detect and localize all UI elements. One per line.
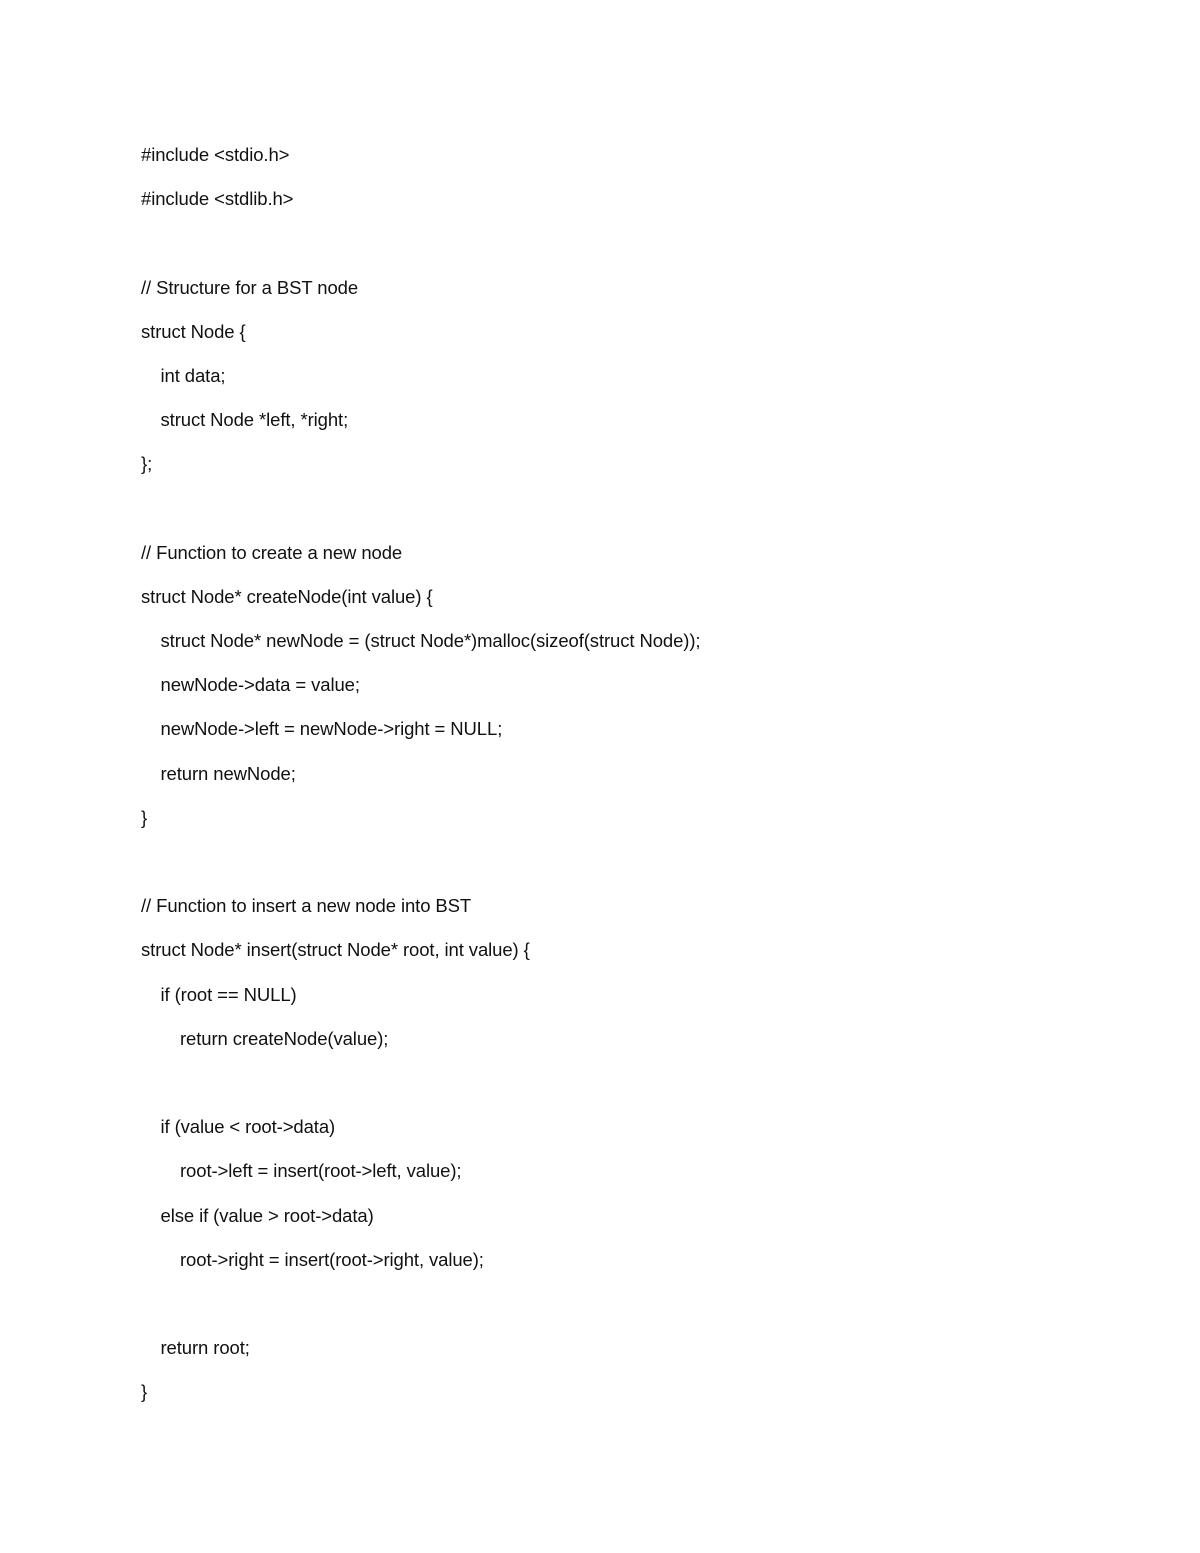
code-line: if (value < root->data) <box>160 1116 336 1138</box>
blank-line <box>141 1291 1121 1335</box>
code-line: root->right = insert(root->right, value); <box>180 1248 484 1270</box>
blank-line <box>141 1070 1121 1114</box>
code-line: root->left = insert(root->left, value); <box>180 1160 462 1182</box>
code-block <box>141 142 1121 1423</box>
code-line: int data; <box>160 364 226 386</box>
code-line: if (root == NULL) <box>160 983 297 1005</box>
code-line: return newNode; <box>160 762 296 784</box>
blank-line <box>141 849 1121 893</box>
code-line: newNode->data = value; <box>160 674 360 696</box>
code-line: else if (value > root->data) <box>160 1204 374 1226</box>
code-line: // Structure for a BST node <box>141 276 359 298</box>
code-line: return createNode(value); <box>180 1027 389 1049</box>
code-line: struct Node* newNode = (struct Node*)malloc(sizeof(struct Node)); <box>160 630 701 652</box>
code-line: // Function to insert a new node into BST <box>141 895 472 917</box>
code-line: struct Node* insert(struct Node* root, int value) { <box>141 939 530 961</box>
code-line: #include <stdlib.h> <box>141 188 294 210</box>
code-line: struct Node *left, *right; <box>160 409 349 431</box>
code-line: newNode->left = newNode->right = NULL; <box>160 718 503 740</box>
code-line: }; <box>141 453 153 475</box>
code-line: } <box>141 806 148 828</box>
code-line: struct Node { <box>141 320 246 342</box>
blank-line <box>141 496 1121 540</box>
code-line: #include <stdio.h> <box>141 144 290 165</box>
code-line: } <box>141 1381 148 1403</box>
code-line: // Function to create a new node <box>141 541 403 563</box>
code-line: return root; <box>160 1337 250 1359</box>
code-line: struct Node* createNode(int value) { <box>141 585 433 607</box>
blank-line <box>141 230 1121 274</box>
